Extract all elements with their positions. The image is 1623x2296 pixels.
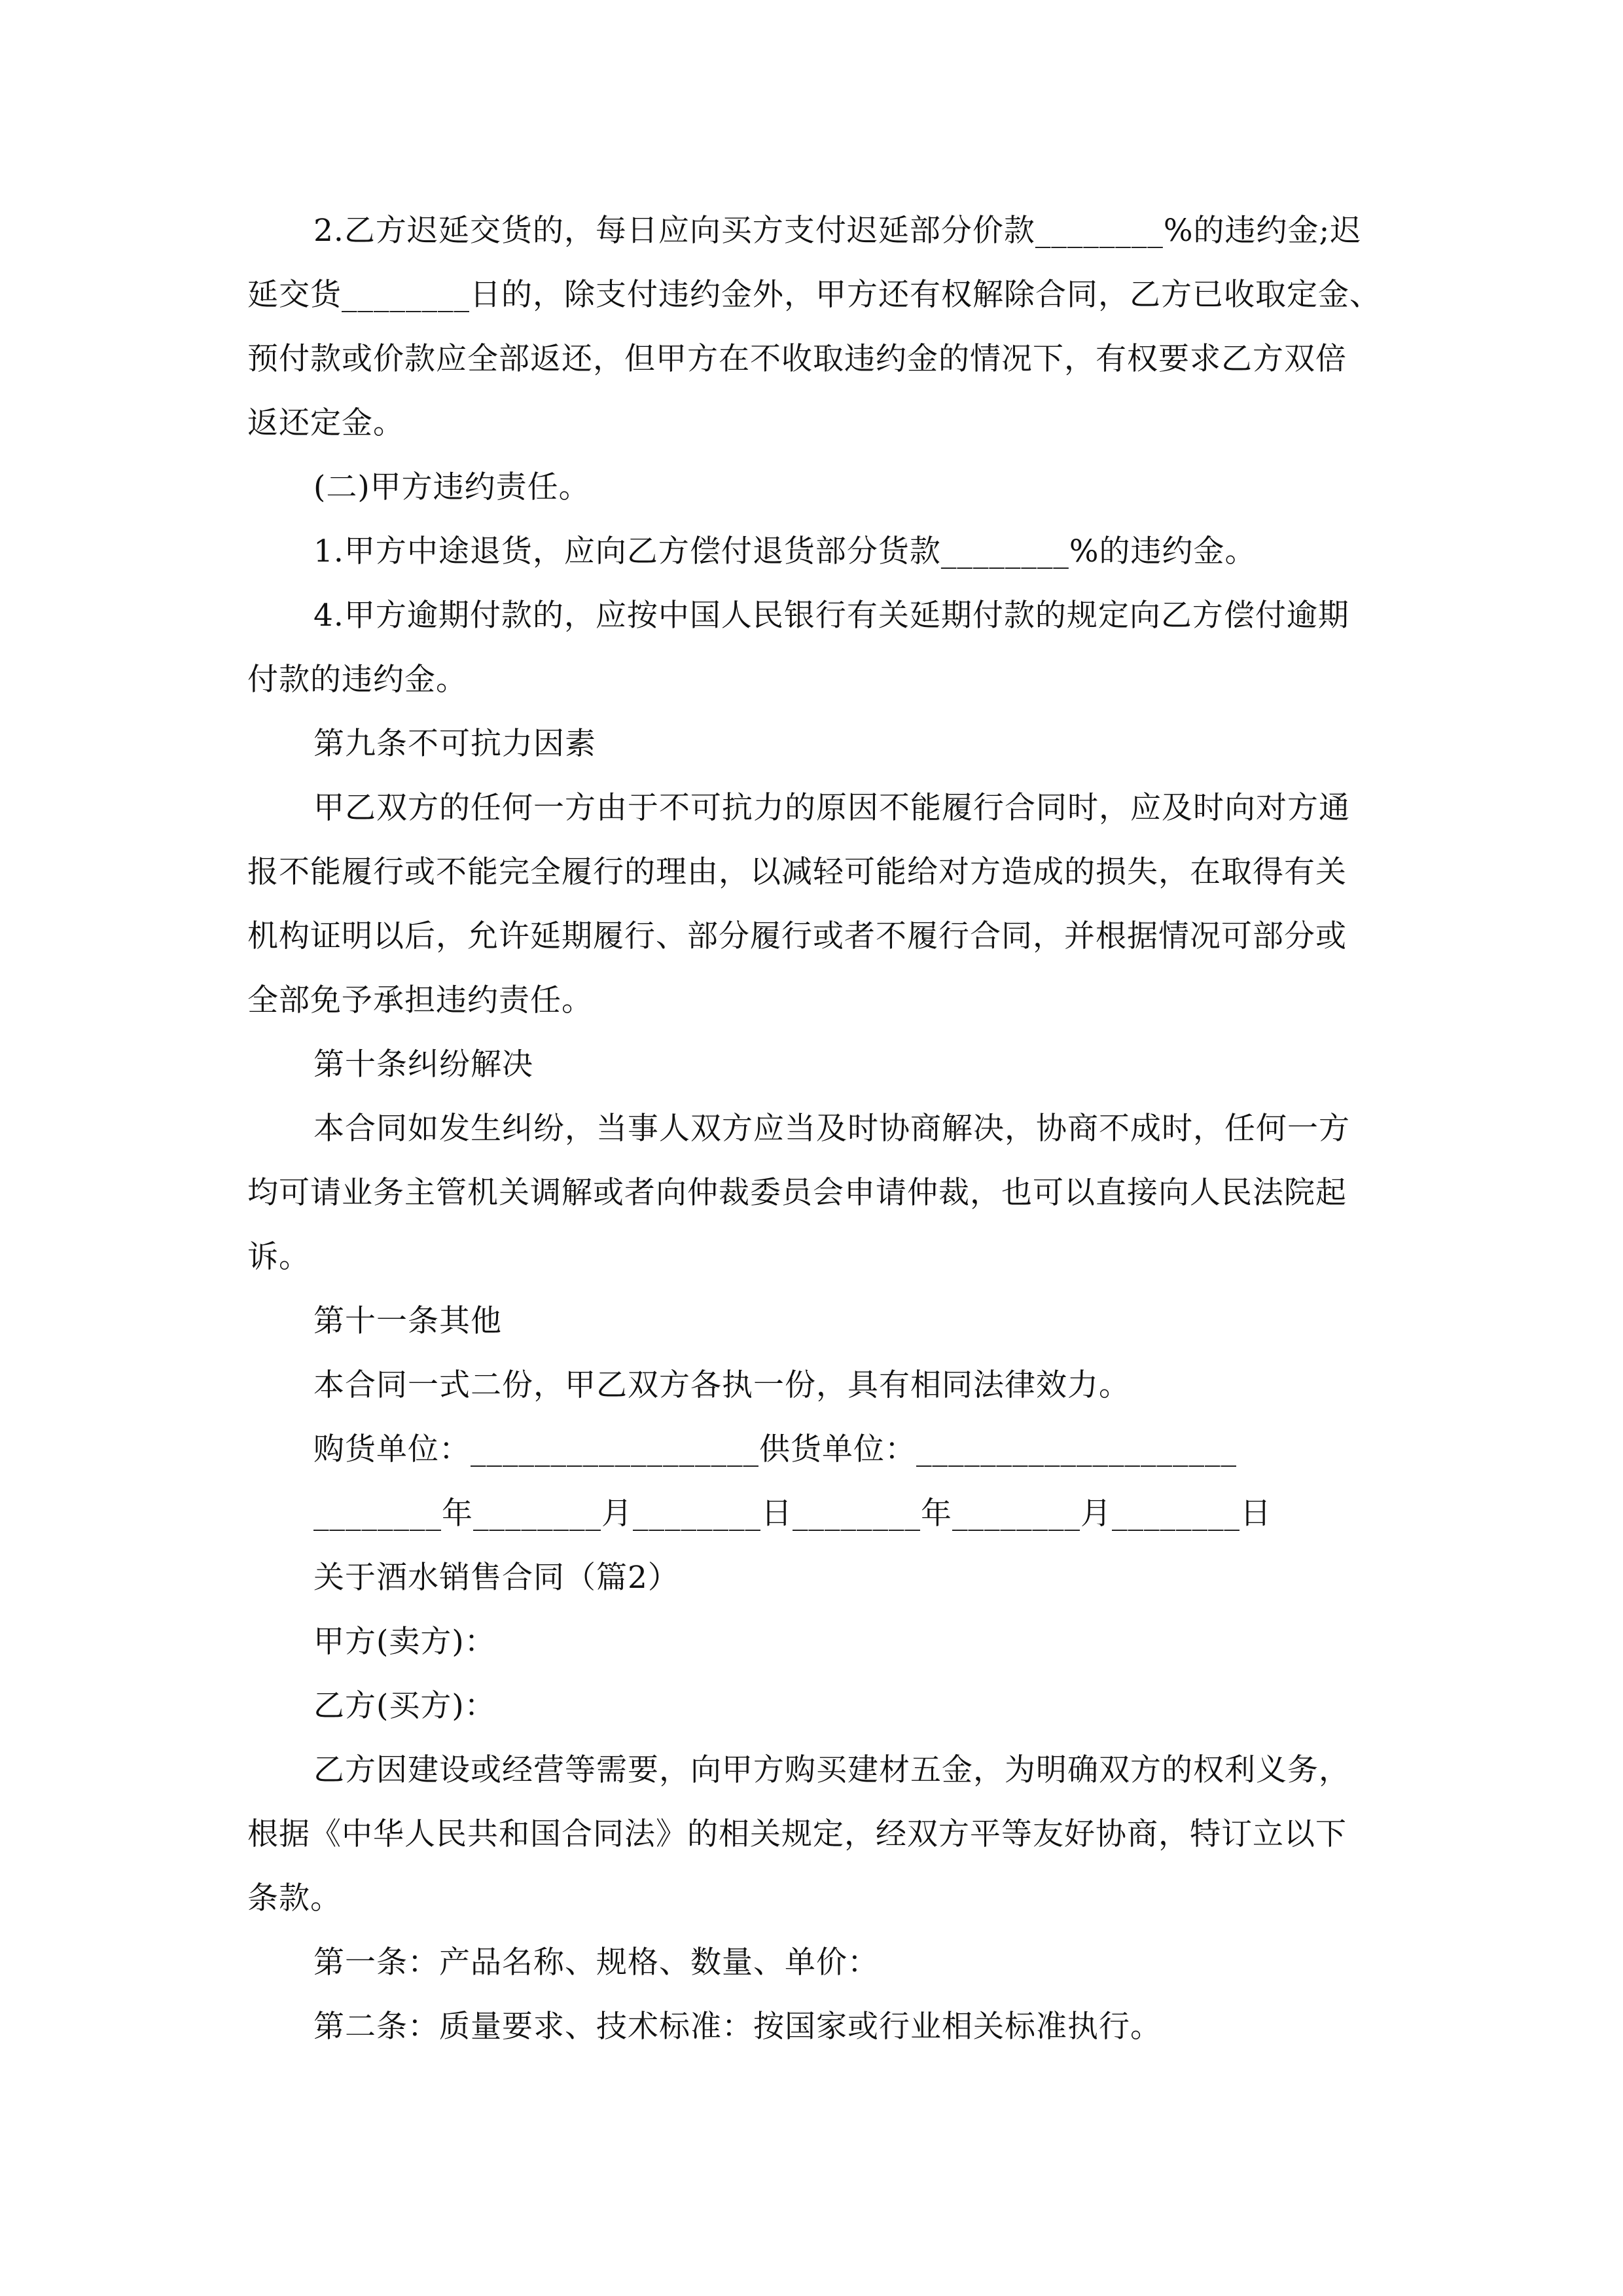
text-line: 第九条不可抗力因素	[313, 726, 596, 762]
text-line: 关于酒水销售合同（篇2）	[313, 1560, 679, 1596]
text-line: 甲乙双方的任何一方由于不可抗力的原因不能履行合同时，应及时向对方通	[313, 790, 1350, 826]
text-line: 均可请业务主管机关调解或者向仲裁委员会申请仲裁，也可以直接向人民法院起	[247, 1175, 1347, 1211]
text-line: 第十条纠纷解决	[313, 1047, 533, 1083]
text-line: (二)甲方违约责任。	[313, 469, 590, 505]
text-line: 本合同一式二份，甲乙双方各执一份，具有相同法律效力。	[313, 1367, 1130, 1403]
text-line: ________年________月________日________年________月________日	[313, 1496, 1272, 1532]
text-line: 第一条：产品名称、规格、数量、单价：	[313, 1945, 879, 1981]
text-line: 延交货________日的，除支付违约金外，甲方还有权解除合同，乙方已收取定金、	[247, 277, 1381, 313]
text-line: 乙方因建设或经营等需要，向甲方购买建材五金，为明确双方的权利义务，	[313, 1752, 1350, 1788]
text-line: 返还定金。	[247, 405, 404, 441]
text-line: 第十一条其他	[313, 1303, 502, 1339]
text-line: 第二条：质量要求、技术标准：按国家或行业相关标准执行。	[313, 2009, 1162, 2045]
text-line: 2.乙方迟延交货的，每日应向买方支付迟延部分价款________%的违约金;迟	[313, 213, 1362, 249]
text-line: 甲方(卖方)：	[313, 1624, 496, 1660]
document-body	[247, 199, 1399, 2059]
text-line: 1.甲方中途退货，应向乙方偿付退货部分货款________%的违约金。	[313, 533, 1257, 569]
text-line: 条款。	[247, 1880, 342, 1916]
text-line: 报不能履行或不能完全履行的理由，以减轻可能给对方造成的损失，在取得有关	[247, 854, 1347, 890]
text-line: 本合同如发生纠纷，当事人双方应当及时协商解决，协商不成时，任何一方	[313, 1111, 1350, 1147]
text-line: 乙方(买方)：	[313, 1688, 496, 1724]
text-line: 预付款或价款应全部返还，但甲方在不收取违约金的情况下，有权要求乙方双倍	[247, 341, 1347, 377]
text-line: 根据《中华人民共和国合同法》的相关规定，经双方平等友好协商，特订立以下	[247, 1816, 1347, 1852]
text-line: 购货单位：__________________供货单位：____________________	[313, 1431, 1237, 1467]
text-line: 付款的违约金。	[247, 662, 467, 698]
text-line: 4.甲方逾期付款的，应按中国人民银行有关延期付款的规定向乙方偿付逾期	[313, 598, 1349, 634]
text-line: 诉。	[247, 1239, 310, 1275]
text-line: 全部免予承担违约责任。	[247, 982, 593, 1018]
text-line: 机构证明以后，允许延期履行、部分履行或者不履行合同，并根据情况可部分或	[247, 918, 1347, 954]
